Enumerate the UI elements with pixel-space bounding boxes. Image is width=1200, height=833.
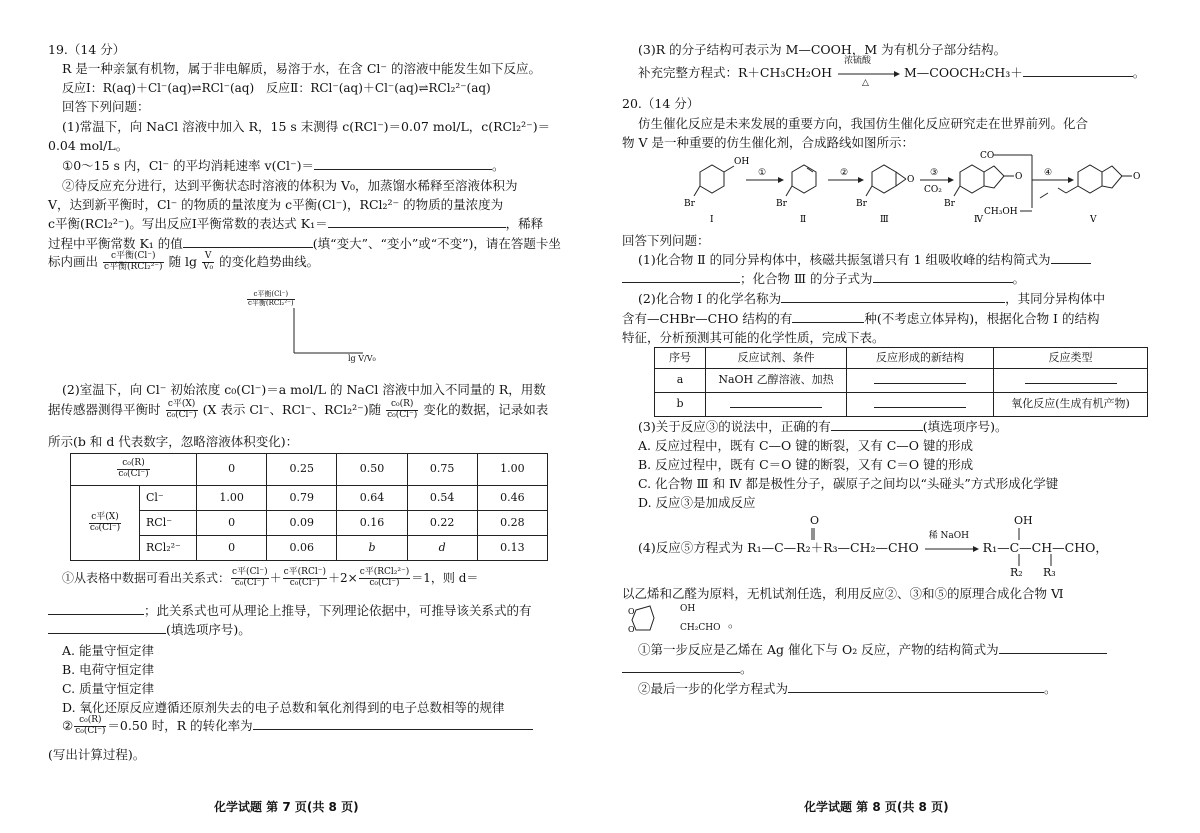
option-c: C. 化合物 Ⅲ 和 Ⅳ 都是极性分子，碳原子之间均以“头碰头”方式形成化学键 <box>638 476 1059 491</box>
r3-label: R₃ <box>1043 566 1056 579</box>
q19-curve-text: 标内画出 <box>48 253 99 269</box>
table-cell: 0.54 <box>407 486 477 511</box>
table-cell: d <box>407 536 477 561</box>
q20-part1-line2: ；化合物 Ⅲ 的分子式为 。 <box>622 270 1025 289</box>
table-row <box>655 393 1148 417</box>
answer-blank-name[interactable] <box>781 290 1005 303</box>
table-cell: 0.28 <box>477 511 547 536</box>
label-5: Ⅴ <box>1090 215 1097 225</box>
oh-label: OH <box>734 157 750 167</box>
option-b: B. 反应过程中，既有 C＝O 键的断裂，又有 C＝O 键的形成 <box>638 457 974 472</box>
table-answer-cell[interactable] <box>994 369 1148 393</box>
table-answer-cell[interactable] <box>847 369 994 393</box>
q19-prompt: 回答下列问题： <box>62 99 150 114</box>
table-header-cell: 序号 <box>655 348 706 369</box>
table-cell: 0.09 <box>267 511 337 536</box>
step-2: ② <box>840 168 849 178</box>
fraction-cr: $\frac{\text{c₀(R)}}{\text{c₀(Cl⁻)}}$ <box>387 399 418 420</box>
table-cell: 0.25 <box>267 454 337 486</box>
q19-relation-line3: (填选项序号)。 <box>48 621 251 640</box>
q19-k1-change-text: 过程中平衡常数 K₁ 的值 <box>48 236 183 251</box>
q19-part2-line2 <box>48 400 548 421</box>
axis-x-label: lg V/V₀ <box>348 354 376 363</box>
q20-prompt: 回答下列问题： <box>622 233 710 248</box>
page-8 <box>600 0 1200 833</box>
br-label: Br <box>776 199 787 209</box>
answer-blank-d[interactable] <box>48 602 144 615</box>
q20-part4-line2: 以乙烯和乙醛为原料，无机试剂任选，利用反应②、③和⑤的原理合成化合物 Ⅵ <box>622 586 1064 601</box>
table-cell: 1.00 <box>477 454 547 486</box>
table-header-row <box>71 454 548 486</box>
table-cell: 0 <box>197 536 267 561</box>
table-row <box>71 511 548 536</box>
answer-blank-k1-change[interactable] <box>183 235 313 248</box>
axis-y-label: $\frac{\text{c平衡(Cl⁻)}}{\text{c平衡(RCl₂²⁻)}}$ <box>248 290 294 307</box>
step-4: ④ <box>1044 168 1053 178</box>
table-cell: 0.64 <box>337 486 407 511</box>
q19-sub2-line3 <box>48 215 543 234</box>
table-answer-cell[interactable] <box>706 393 847 417</box>
fraction-cx: $\frac{\text{c平(X)}}{\text{c₀(Cl⁻)}}$ <box>166 399 197 420</box>
table-cell: 0.75 <box>407 454 477 486</box>
q19-part2-line1: (2)室温下，向 Cl⁻ 初始浓度 c₀(Cl⁻)＝a mol/L 的 NaCl 溶液中加入不同量的 R，用数 <box>62 382 546 397</box>
table-cell: 1.00 <box>197 486 267 511</box>
compound-6-ch2cho: CH₂CHO <box>680 623 721 633</box>
answer-blank-formula[interactable] <box>873 270 1013 283</box>
table-cell: 0.50 <box>337 454 407 486</box>
table-header-cell: 反应类型 <box>994 348 1148 369</box>
q19-sub2-line1: ②待反应充分进行，达到平衡状态时溶液的体积为 V₀，加蒸馏水稀释至溶液体积为 <box>62 178 518 193</box>
table-group-label: $\frac{\text{c平(X)}}{\text{c₀(Cl⁻)}}$ <box>71 486 140 561</box>
table-row-label: Cl⁻ <box>140 486 197 511</box>
q20-part2-line1: (2)化合物 Ⅰ 的化学名称为 ，其同分异构体中 <box>638 291 1106 306</box>
compound-2 <box>776 165 816 225</box>
axes-diagram[interactable] <box>288 308 368 358</box>
table-row <box>655 369 1148 393</box>
question-19-heading: 19.（14 分） <box>48 42 126 57</box>
table-cell: 0 <box>197 511 267 536</box>
q19-lg-text: 随 lg <box>168 253 198 269</box>
q20-part1-line1: (1)化合物 Ⅱ 的同分异构体中，核磁共振氢谱只有 1 组吸收峰的结构简式为 <box>638 251 1091 270</box>
reaction-arrow: 浓硫酸 △ <box>836 67 900 81</box>
ch3oh-label: CH₃OH <box>984 207 1018 217</box>
q20-intro-line1: 仿生催化反应是未来发展的重要方向，我国仿生催化反应研究走在世界前列。化合 <box>638 116 1089 131</box>
q19-conversion-note: (写出计算过程)。 <box>48 747 146 762</box>
page-footer-8: 化学试题 第 8 页(共 8 页) <box>804 800 949 814</box>
q19-part2-line3: 所示(b 和 d 代表数字，忽略溶液体积变化)： <box>48 434 299 449</box>
step-1: ① <box>758 168 767 178</box>
table-cell: b <box>655 393 706 417</box>
answer-blank-rate[interactable] <box>314 157 492 170</box>
o-label: O <box>628 607 635 616</box>
o-label: O <box>907 175 915 185</box>
table-cell: 0.46 <box>477 486 547 511</box>
q19-intro: R 是一种亲氯有机物，属于非电解质，易溶于水，在含 Cl⁻ 的溶液中能发生如下反应。 <box>62 61 541 76</box>
table-cell: b <box>337 536 407 561</box>
page-footer-7: 化学试题 第 7 页(共 8 页) <box>214 800 359 814</box>
table-cell: 0.79 <box>267 486 337 511</box>
table-row-label: RCl₂²⁻ <box>140 536 197 561</box>
q19-relation-text: ①从表格中数据可看出关系式： <box>62 570 231 585</box>
compound-6-oh: OH <box>680 604 696 614</box>
label-1: Ⅰ <box>710 215 714 225</box>
q19-sub2-line2: V，达到新平衡时，Cl⁻ 的物质的量浓度为 c平衡(Cl⁻)，RCl₂²⁻ 的物质的量浓度为 <box>48 197 504 212</box>
ratio-fraction: $\frac{\text{c平衡(Cl⁻)}}{\text{c平衡(RCl₂²⁻)}}$ <box>104 251 163 272</box>
answer-blank-k1[interactable] <box>328 215 506 228</box>
double-bond-mark <box>811 528 815 540</box>
answer-blank-options[interactable] <box>831 418 923 431</box>
q19-conversion-line: ② $\frac{\text{c₀(R)}}{\text{c₀(Cl⁻)}}$ ＝0.50 时，R 的转化率为 <box>62 716 533 737</box>
q19-curve-end: 的变化趋势曲线。 <box>219 253 320 269</box>
q20-part4-sub1: ①第一步反应是乙烯在 Ag 催化下与 O₂ 反应，产物的结构简式为 <box>638 641 1107 660</box>
q19-part1-line2: 0.04 mol/L。 <box>48 138 129 153</box>
table-cell: 0.06 <box>267 536 337 561</box>
answer-blank-final-equation[interactable] <box>788 680 1044 693</box>
option-c: C. 质量守恒定律 <box>62 681 155 696</box>
q19-part3-equation: 补充完整方程式：R＋CH₃CH₂OH 浓硫酸 △ M—COOCH₂CH₃＋ 。 <box>638 55 1146 88</box>
co-label: CO <box>980 151 995 161</box>
table-header-cell: 反应试剂、条件 <box>706 348 847 369</box>
volume-fraction: $\frac{V}{\text{V₀}}$ <box>203 251 214 272</box>
answer-blank-epoxide[interactable] <box>999 641 1107 654</box>
q19-part1-sub1 <box>62 157 505 176</box>
answer-blank-theory[interactable] <box>48 621 166 634</box>
answer-blank-isomer-2[interactable] <box>622 270 740 283</box>
q19-sub1-end: 。 <box>492 158 505 173</box>
r2-label: R₂ <box>1010 566 1023 579</box>
q19-k1-change-end: (填“变大”、“变小”或“不变”)，请在答题卡坐 <box>312 236 561 251</box>
data-table <box>70 453 548 561</box>
compound-5 <box>1040 165 1140 225</box>
option-a: A. 能量守恒定律 <box>62 643 154 658</box>
q19-relation-line2: ；此关系式也可从理论上推导，下列理论依据中，可推导该关系式的有 <box>48 602 532 621</box>
label-2: Ⅱ <box>800 215 807 225</box>
q20-part2-line2: 含有—CHBr—CHO 结构的有 种(不考虑立体异构)，根据化合物 Ⅰ 的结构 <box>622 311 1100 326</box>
q19-part1-line1: (1)常温下，向 NaCl 溶液中加入 R，15 s 末测得 c(RCl⁻)＝0.07 mol/L，c(RCl₂²⁻)＝ <box>62 119 551 134</box>
property-table <box>654 347 1148 417</box>
q19-p2-text2: (X 表示 Cl⁻、RCl⁻、RCl₂²⁻)随 <box>202 401 382 417</box>
label-4: Ⅳ <box>974 215 983 225</box>
question-20-heading: 20.（14 分） <box>622 96 700 111</box>
table-answer-cell[interactable] <box>847 393 994 417</box>
step-3: ③ <box>930 168 939 178</box>
table-header-label: $\frac{\text{c₀(R)}}{\text{c₀(Cl⁻)}}$ <box>71 454 197 486</box>
option-d: D. 反应③是加成反应 <box>638 495 756 510</box>
compound-3 <box>856 165 914 225</box>
option-a: A. 反应过程中，既有 C—O 键的断裂，又有 C—O 键的形成 <box>638 438 973 453</box>
answer-blank-conversion[interactable] <box>253 717 533 730</box>
br-label: Br <box>684 199 695 209</box>
option-b: B. 电荷守恒定律 <box>62 662 155 677</box>
table-cell: 0.22 <box>407 511 477 536</box>
q19-sub1-text: ①0～15 s 内，Cl⁻ 的平均消耗速率 v(Cl⁻)＝ <box>62 158 315 173</box>
reaction-arrow: 稀 NaOH <box>923 542 979 556</box>
q19-relation-line: ①从表格中数据可看出关系式： $\frac{\text{c平(Cl⁻)}}{\text{c₀(Cl⁻)}}$ ＋ $\frac{\text{c平(RCl⁻)}}{\text{c₀(Cl⁻)}}$ ＋2× $\frac{\text{c平(RCl₂²⁻)}}{\text{c₀(Cl⁻)}}$ ＝1，则 d＝ <box>62 567 479 588</box>
q19-p2-text1: 据传感器测得平衡时 <box>48 401 161 417</box>
o-label: O <box>628 625 635 634</box>
table-cell: 0 <box>197 454 267 486</box>
compound-1 <box>684 157 749 225</box>
synthesis-scheme <box>680 148 1150 230</box>
q19-k1-text: c平衡(RCl₂²⁻)。写出反应Ⅰ平衡常数的表达式 K₁＝ <box>48 216 328 231</box>
hydroxyl-oh: OH <box>1014 514 1033 527</box>
table-row-label: RCl⁻ <box>140 511 197 536</box>
br-label: Br <box>856 199 867 209</box>
q20-part4-sub1-line2: 。 <box>622 660 753 679</box>
q20-intro-line2: 物 Ⅴ 是一种重要的仿生催化剂，合成路线如图所示： <box>622 135 914 150</box>
table-cell: 0.16 <box>337 511 407 536</box>
table-cell: 0.13 <box>477 536 547 561</box>
label-3: Ⅲ <box>880 215 889 225</box>
br-label: Br <box>944 199 955 209</box>
table-row <box>71 486 548 511</box>
answer-blank-isomer[interactable] <box>1051 251 1091 264</box>
q20-part4-sub2: ②最后一步的化学方程式为 。 <box>638 681 1057 696</box>
bond-mark <box>1018 528 1020 540</box>
answer-blank-count[interactable] <box>792 310 864 323</box>
o-label: O <box>1133 172 1141 182</box>
table-header-row <box>655 348 1148 369</box>
table-header-cell: 反应形成的新结构 <box>847 348 994 369</box>
q20-part4-equation: (4)反应⑤方程式为 R₁—C—R₂＋R₃—CH₂—CHO 稀 NaOH R₁—C—CH—CHO， <box>638 530 1108 555</box>
carbonyl-o: O <box>810 514 820 527</box>
table-cell: a <box>655 369 706 393</box>
compound-6-end: 。 <box>728 615 741 630</box>
option-d: D. 氧化还原反应遵循还原剂失去的电子总数和氧化剂得到的电子总数相等的规律 <box>62 700 505 715</box>
q19-sub2-line5 <box>48 252 319 273</box>
table-row <box>71 536 548 561</box>
compound-6-structure <box>626 602 682 636</box>
q20-part3-line: (3)关于反应③的说法中，正确的有 (填选项序号)。 <box>638 419 1008 434</box>
o-label: O <box>1015 172 1023 182</box>
co2-label: CO₂ <box>924 185 942 195</box>
answer-blank-epoxide-2[interactable] <box>622 660 740 673</box>
table-cell: NaOH 乙醇溶液、加热 <box>706 369 847 393</box>
q19-k1-end: ，稀释 <box>505 216 544 231</box>
q20-part2-line3: 特征，分析预测其可能的化学性质，完成下表。 <box>622 330 885 345</box>
q19-part3-line1: (3)R 的分子结构可表示为 M—COOH，M 为有机分子部分结构。 <box>638 42 1007 57</box>
q19-p2-text3: 变化的数据，记录如表 <box>423 401 549 417</box>
table-cell: 氧化反应(生成有机产物) <box>994 393 1148 417</box>
answer-blank-product[interactable] <box>1023 64 1133 77</box>
q19-reactions: 反应Ⅰ：R(aq)＋Cl⁻(aq)⇌RCl⁻(aq) 反应Ⅱ：RCl⁻(aq)＋Cl⁻(aq)⇌RCl₂²⁻(aq) <box>62 81 491 95</box>
